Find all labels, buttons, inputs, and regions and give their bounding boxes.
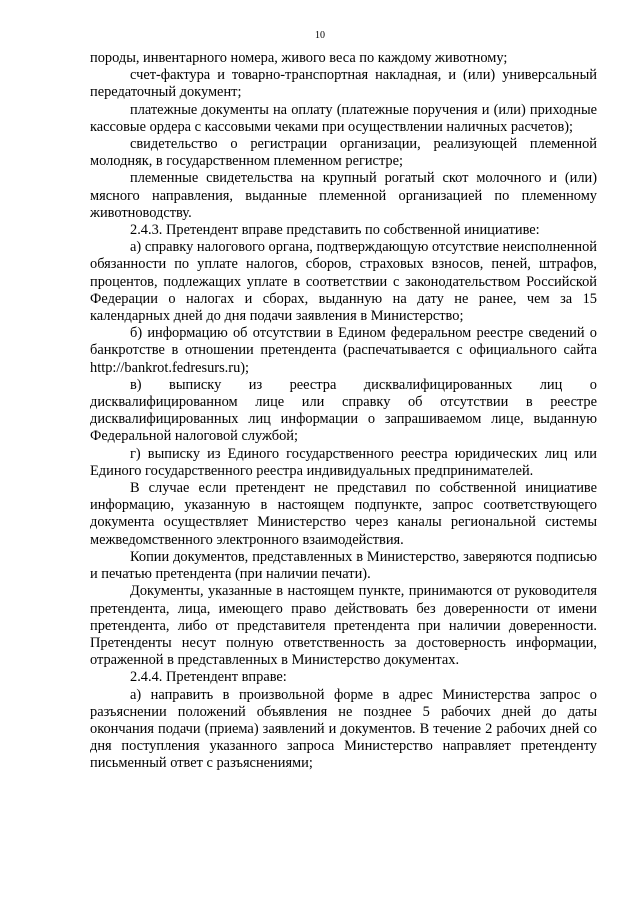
paragraph-copies-certification: Копии документов, представленных в Министерство, заверяются подписью и печатью претендента (при наличии печати). — [90, 548, 597, 583]
paragraph-breeding-certificates: племенные свидетельства на крупный рогатый скот молочного и (или) мясного направления, выданные племенной организацией по племенному животноводству. — [90, 170, 597, 221]
paragraph-section-2-4-3: 2.4.3. Претендент вправе представить по собственной инициативе: — [130, 222, 540, 239]
paragraph-item-g-registry-extract: г) выписку из Единого государственного реестра юридических лиц или Единого государственного реестра индивидуальных предпринимателей. — [90, 445, 597, 479]
page-number: 10 — [315, 30, 325, 41]
document-body — [90, 50, 597, 773]
paragraph-documents-acceptance: Документы, указанные в настоящем пункте, принимаются от руководителя претендента, лица, имеющего право действовать без доверенности от имени претендента, либо от представителя претендента при наличии доверенности. Претенденты несут полную ответственность за достоверность информации, отраженной в представленных в Министерство документах. — [90, 583, 597, 669]
paragraph-item-b-bankruptcy: б) информацию об отсутствии в Едином федеральном реестре сведений о банкротстве в отношении претендента (распечатывается с официального сайта http://bankrot.fedresurs.ru); — [90, 325, 597, 376]
paragraph-invoice: счет-фактура и товарно-транспортная накладная, и (или) универсальный передаточный документ; — [90, 67, 597, 101]
paragraph-section-2-4-4: 2.4.4. Претендент вправе: — [130, 669, 287, 686]
paragraph-registration-certificate: свидетельство о регистрации организации, реализующей племенной молодняк, в государственном племенном регистре; — [90, 136, 597, 170]
paragraph-item-v-disqualified: в) выписку из реестра дисквалифицированных лиц о дисквалифицированном лице или справку об отсутствии в реестре дисквалифицированных лиц информации о запрашиваемом лице, выданную Федеральной налоговой службой; — [90, 376, 597, 445]
paragraph-item-a-clarification-request: а) направить в произвольной форме в адрес Министерства запрос о разъяснении положений объявления не позднее 5 рабочих дней до даты окончания подачи (приема) заявлений и документов. В течение 2 рабочих дней со дня поступления указанного запроса Министерство направляет претенденту письменный ответ с разъяснениями; — [90, 686, 597, 772]
paragraph-interagency-request: В случае если претендент не представил по собственной инициативе информацию, указанную в настоящем подпункте, запрос соответствующего документа осуществляет Министерство через каналы региональной системы межведомственного электронного взаимодействия. — [90, 480, 597, 548]
paragraph-payment-documents: платежные документы на оплату (платежные поручения и (или) приходные кассовые ордера с кассовыми чеками при осуществлении наличных расчетов); — [90, 101, 597, 135]
paragraph-item-a-tax-certificate: а) справку налогового органа, подтверждающую отсутствие неисполненной обязанности по уплате налогов, сборов, страховых взносов, пеней, штрафов, процентов, подлежащих уплате в соответствии с законодательством Российской Федерации о налогах и сборах, выданную на дату не ранее, чем за 15 календарных дней до дня подачи заявления в Министерство; — [90, 239, 597, 325]
paragraph-breed-details: породы, инвентарного номера, живого веса по каждому животному; — [90, 50, 508, 66]
